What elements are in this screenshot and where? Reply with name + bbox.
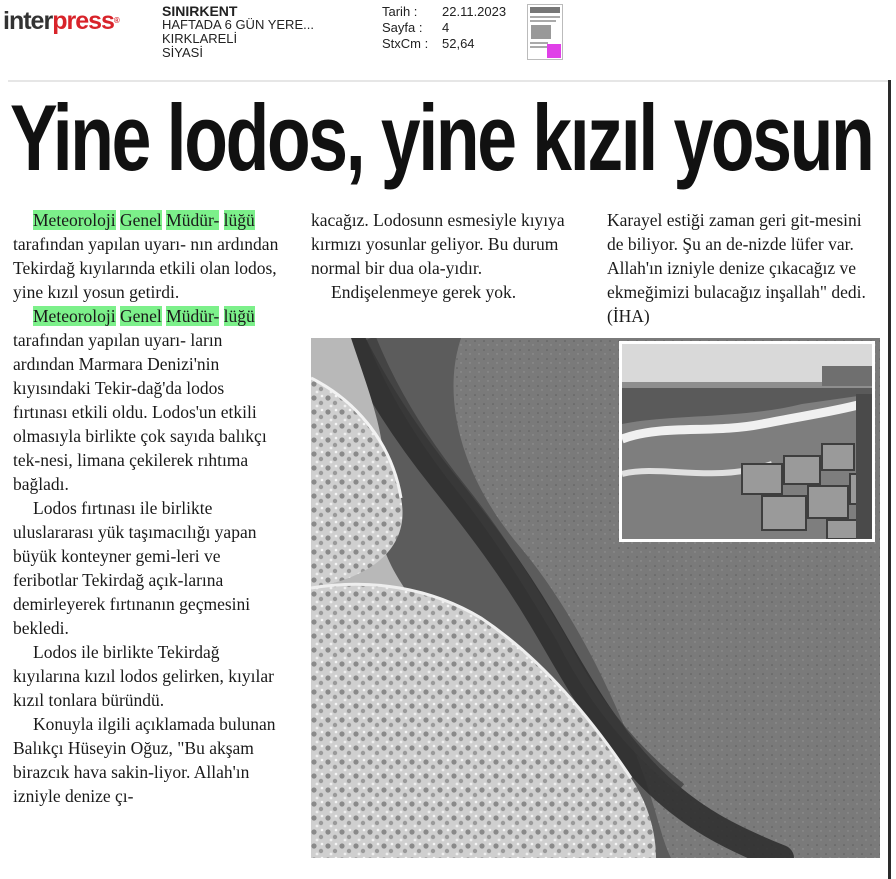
area-label: StxCm :	[382, 36, 429, 51]
clipping-section: SİYASİ	[162, 45, 203, 60]
paragraph-1: Meteoroloji Genel Müdür- lüğü tarafından yapılan uyarı- nın ardından Tekirdağ kıyılarında etkili olan lodos, yine kızıl yosun getirdi.	[13, 210, 279, 302]
paragraph-5: Konuyla ilgili açıklamada bulunan Balıkçı Hüseyin Oğuz, "Bu akşam birazcık hava sakin-liyor. Allah'ın izniyle denize çı-	[13, 714, 276, 806]
page-value: 4	[442, 20, 450, 35]
clipping-city: KIRKLARELİ	[162, 31, 238, 46]
article-headline: Yine lodos, yine kızıl yosun	[10, 85, 873, 190]
clipping-details	[382, 4, 506, 52]
article-column-3	[607, 208, 881, 328]
paragraph-2: Meteoroloji Genel Müdür- lüğü tarafından yapılan uyarı- ların ardından Marmara Denizi'nin kıyısındaki Tekir-dağ'da lodos fırtınası etkili oldu. Lodos'un etkili olmasıyla birlikte çok sayıda balıkçı tek-nesi, limana çekilerek rıhtıma bağladı.	[13, 306, 267, 494]
interpress-logo: interpress®	[3, 7, 119, 35]
page-top-edge	[8, 80, 890, 82]
article-column-1	[13, 208, 281, 808]
paragraph-4: Lodos ile birlikte Tekirdağ kıyılarına kızıl lodos gelirken, kıyılar kızıl tonlara büründü.	[13, 642, 274, 710]
paragraph-3: Lodos fırtınası ile birlikte uluslararası yük taşımacılığı yapan büyük konteyner gemi-leri ve feribotlar Tekirdağ açık-larına demirleyerek fırtınanın geçmesini bekledi.	[13, 498, 257, 638]
clipping-meta	[162, 4, 314, 60]
area-value: 52,64	[442, 36, 475, 51]
clipping-headline: HAFTADA 6 GÜN YERE...	[162, 17, 314, 32]
breakwater-inset-photo	[619, 341, 875, 542]
date-label: Tarih :	[382, 4, 418, 19]
article-column-2	[311, 208, 583, 304]
publication-name: SINIRKENT	[162, 3, 238, 19]
date-value: 22.11.2023	[442, 4, 507, 19]
paragraph-6: kacağız. Lodosunn esmesiyle kıyıya kırmızı yosunlar geliyor. Bu durum normal bir dua ola-yıdır.	[311, 210, 565, 278]
page-thumbnail[interactable]	[527, 4, 563, 60]
page-label: Sayfa :	[382, 20, 423, 35]
paragraph-8: Karayel estiği zaman geri git-mesini de biliyor. Şu an de-nizde lüfer var. Allah'ın izniyle denize çıkacağız ve ekmeğimizi bulacağız inşallah" dedi. (İHA)	[607, 210, 866, 326]
paragraph-7: Endişelenmeye gerek yok.	[331, 282, 517, 302]
article-location-marker	[547, 44, 561, 58]
page-right-edge	[888, 80, 891, 879]
